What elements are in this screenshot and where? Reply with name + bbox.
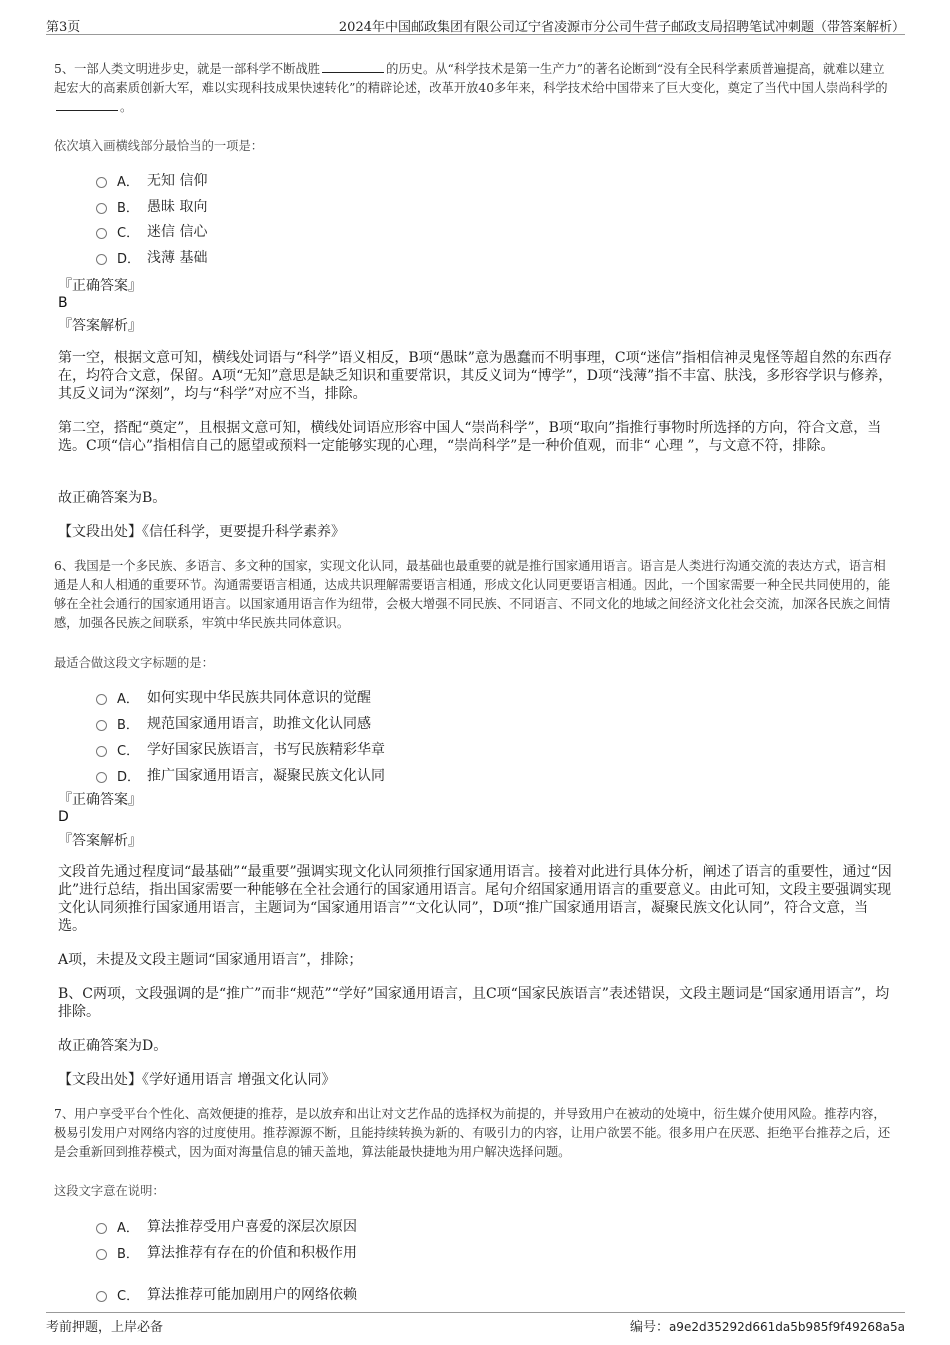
footer-code-label: 编号： xyxy=(629,1320,669,1335)
q5-answer: B xyxy=(58,295,68,311)
q5-stem-part3: 。 xyxy=(120,100,133,114)
radio-icon[interactable] xyxy=(96,228,107,239)
q7-option-c[interactable] xyxy=(96,1284,357,1304)
q5-stem xyxy=(54,60,894,117)
option-letter: A． xyxy=(117,1220,139,1236)
option-text: 规范国家通用语言，助推文化认同感 xyxy=(147,716,371,732)
q5-option-c[interactable] xyxy=(96,221,207,241)
radio-icon[interactable] xyxy=(96,720,107,731)
radio-icon[interactable] xyxy=(96,1291,107,1302)
option-text: 推广国家通用语言，凝聚民族文化认同 xyxy=(147,768,385,784)
option-letter: B． xyxy=(117,1246,139,1262)
q6-analysis-para-1: 文段首先通过程度词“最基础”“最重要”强调实现文化认同须推行国家通用语言。接着对此进行具体分析，阐述了语言的重要性，通过“因此”进行总结，指出国家需要一种能够在全社会通行的国家通用语言。尾句介绍国家通用语言的重要意义。由此可知，文段主要强调实现文化认同须推行国家通用语言，主题词为“国家通用语言”“文化认同”，D项“推广国家通用语言，凝聚民族文化认同”，符合文意，当选。 xyxy=(58,864,892,934)
radio-icon[interactable] xyxy=(96,1223,107,1234)
footer-code-line xyxy=(630,1316,905,1335)
page-header xyxy=(46,14,905,35)
q5-option-a[interactable] xyxy=(96,170,207,190)
q7-option-a[interactable] xyxy=(96,1216,357,1236)
q5-stem-part1: 5、一部人类文明进步史，就是一部科学不断战胜 xyxy=(54,62,321,76)
option-letter: C． xyxy=(117,743,140,759)
radio-icon[interactable] xyxy=(96,203,107,214)
option-letter: C． xyxy=(117,225,140,241)
q6-stem: 6、我国是一个多民族、多语言、多文种的国家，实现文化认同，最基础也最重要的就是推行国家通用语言。语言是人类进行沟通交流的表达方式，语言相通是人和人相通的重要环节。沟通需要语言相通，达成共识理解需要语言相通，形成文化认同更要语言相通。因此，一个国家需要一种全民共同使用的，能够在全社会通行的国家通用语言。以国家通用语言作为纽带，会极大增强不同民族、不同语言、不同文化的地域之间经济文化社会交流，加深各民族之间情感，加强各民族之间联系，牢筑中华民族共同体意识。 xyxy=(54,559,891,630)
q5-analysis-para-1: 第一空，根据文意可知，横线处词语与“科学”语义相反，B项“愚昧”意为愚蠢而不明事理，C项“迷信”指相信神灵鬼怪等超自然的东西存在，均符合文意，保留。A项“无知”意思是缺乏知识和重要常识，其反义词为“博学”，D项“浅薄”指不丰富、肤浅，多形容学识与修养，其反义词为“深刻”，均与“科学”对应不当，排除。 xyxy=(58,350,893,402)
option-letter: D． xyxy=(117,769,141,785)
footer-slogan: 考前押题，上岸必备 xyxy=(46,1320,164,1335)
page-footer xyxy=(46,1312,905,1335)
q5-answer-label: 『正确答案』 xyxy=(58,278,142,294)
q6-conclusion: 故正确答案为D。 xyxy=(58,1038,168,1054)
radio-icon[interactable] xyxy=(96,694,107,705)
option-text: 浅薄 基础 xyxy=(147,250,208,266)
radio-icon[interactable] xyxy=(96,772,107,783)
document-title: 2024年中国邮政集团有限公司辽宁省凌源市分公司牛营子邮政支局招聘笔试冲刺题（带答案解析） xyxy=(338,20,905,35)
q5-analysis-para-2: 第二空，搭配“奠定”，且根据文意可知，横线处词语应形容中国人“崇尚科学”，B项“取向”指推行事物时所选择的方向，符合文意，当选。C项“信心”指相信自己的愿望或预料一定能够实现的心理，“崇尚科学”是一种价值观，而非“ 心理 ”，与文意不符，排除。 xyxy=(58,420,882,454)
q6-source: 【文段出处】《学好通用语言 增强文化认同》 xyxy=(58,1072,336,1088)
q5-source: 【文段出处】《信任科学，更要提升科学素养》 xyxy=(58,524,345,540)
page-number: 第3页 xyxy=(46,20,81,35)
q5-stem-part2: 的历史。从“科学技术是第一生产力”的著名论断到“没有全民科学素质普遍提高，就难以建立起宏大的高素质创新大军，难以实现科技成果快速转化”的精辟论述，改革开放40多年来，科学技术给中国带来了巨大变化，奠定了当代中国人崇尚科学的 xyxy=(54,62,888,95)
fill-blank-2 xyxy=(56,98,118,111)
radio-icon[interactable] xyxy=(96,254,107,265)
q6-option-c[interactable] xyxy=(96,739,385,759)
option-text: 迷信 信心 xyxy=(147,224,208,240)
q6-analysis-para-2: A项，未提及文段主题词“国家通用语言”，排除； xyxy=(58,952,363,968)
q5-conclusion: 故正确答案为B。 xyxy=(58,490,167,506)
radio-icon[interactable] xyxy=(96,177,107,188)
option-letter: C． xyxy=(117,1288,140,1304)
q6-analysis-para-3: B、C两项，文段强调的是“推广”而非“规范”“学好”国家通用语言，且C项“国家民族语言”表述错误，文段主题词是“国家通用语言”，均排除。 xyxy=(58,986,890,1020)
option-text: 愚昧 取向 xyxy=(147,199,208,215)
q6-option-a[interactable] xyxy=(96,687,371,707)
option-letter: A． xyxy=(117,174,139,190)
q7-stem: 7、用户享受平台个性化、高效便捷的推荐，是以放弃和出让对文艺作品的选择权为前提的，并导致用户在被动的处境中，衍生媒介使用风险。推荐内容，极易引发用户对网络内容的过度使用。推荐源源不断，且能持续转换为新的、有吸引力的内容，让用户欲罢不能。很多用户在厌恶、拒绝平台推荐之后，还是会重新回到推荐模式，因为面对海量信息的铺天盖地，算法能最快捷地为用户解决选择问题。 xyxy=(54,1107,891,1159)
radio-icon[interactable] xyxy=(96,746,107,757)
q5-option-d[interactable] xyxy=(96,247,207,267)
option-letter: D． xyxy=(117,251,141,267)
q6-answer: D xyxy=(58,809,69,825)
option-text: 算法推荐可能加剧用户的网络依赖 xyxy=(147,1287,357,1303)
q6-answer-label: 『正确答案』 xyxy=(58,792,142,808)
q7-prompt: 这段文字意在说明： xyxy=(54,1184,165,1198)
fill-blank-1 xyxy=(322,60,384,73)
q5-prompt: 依次填入画横线部分最恰当的一项是： xyxy=(54,139,264,153)
q6-option-d[interactable] xyxy=(96,765,385,785)
option-letter: A． xyxy=(117,691,139,707)
option-text: 算法推荐受用户喜爱的深层次原因 xyxy=(147,1219,357,1235)
option-text: 学好国家民族语言，书写民族精彩华章 xyxy=(147,742,385,758)
radio-icon[interactable] xyxy=(96,1249,107,1260)
option-text: 算法推荐有存在的价值和积极作用 xyxy=(147,1245,357,1261)
q7-option-b[interactable] xyxy=(96,1242,357,1262)
q6-option-b[interactable] xyxy=(96,713,371,733)
footer-code: a9e2d35292d661da5b985f9f49268a5a xyxy=(668,1320,905,1334)
option-text: 如何实现中华民族共同体意识的觉醒 xyxy=(147,690,371,706)
option-text: 无知 信仰 xyxy=(147,173,208,189)
option-letter: B． xyxy=(117,717,139,733)
q6-prompt: 最适合做这段文字标题的是： xyxy=(54,656,214,670)
q6-analysis-label: 『答案解析』 xyxy=(58,833,142,849)
q5-option-b[interactable] xyxy=(96,196,207,216)
option-letter: B． xyxy=(117,200,139,216)
q5-analysis-label: 『答案解析』 xyxy=(58,318,142,334)
